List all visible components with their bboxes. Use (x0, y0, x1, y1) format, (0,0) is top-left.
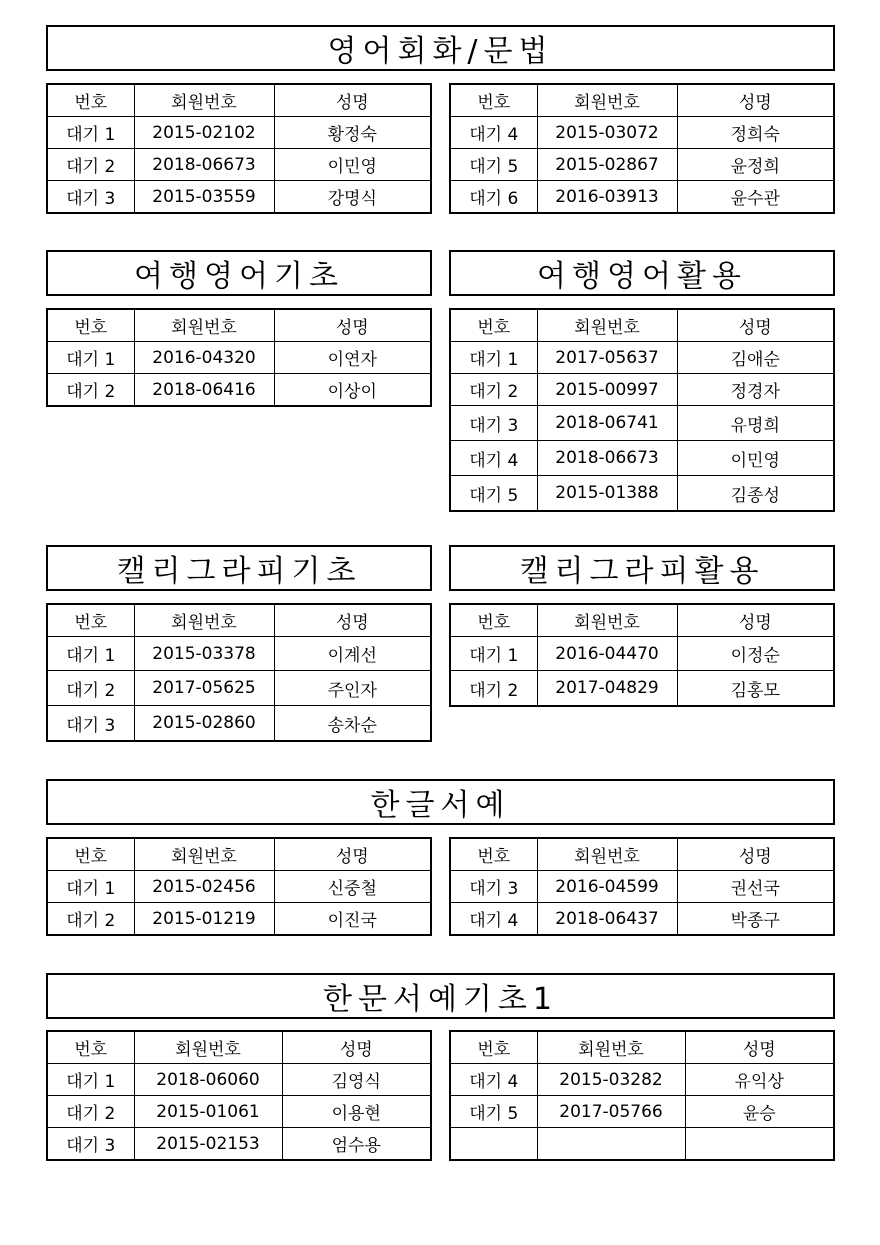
waitlist-table (449, 83, 835, 214)
header-member: 회원번호 (537, 838, 677, 871)
waitlist-table (46, 83, 432, 214)
table-row (450, 374, 834, 406)
table-row (450, 1096, 834, 1128)
table-row (47, 149, 431, 181)
cell-no: 대기 2 (47, 1096, 134, 1128)
header-name: 성명 (677, 84, 834, 117)
table-row (47, 342, 431, 374)
table-row (450, 149, 834, 181)
cell-no: 대기 5 (450, 149, 537, 181)
cell-no: 대기 2 (450, 671, 537, 707)
header-name: 성명 (274, 84, 431, 117)
cell-name: 이계선 (274, 637, 431, 671)
waitlist-table (449, 308, 835, 512)
header-no: 번호 (47, 838, 134, 871)
cell-no: 대기 5 (450, 1096, 537, 1128)
header-name: 성명 (677, 838, 834, 871)
waitlist-table (449, 603, 835, 707)
cell-name: 이용현 (282, 1096, 431, 1128)
cell-member: 2016-03913 (537, 181, 677, 214)
cell-no: 대기 5 (450, 476, 537, 512)
header-member: 회원번호 (134, 309, 274, 342)
header-no: 번호 (450, 309, 537, 342)
cell-member: 2015-03282 (537, 1064, 685, 1096)
cell-name: 박종구 (677, 903, 834, 936)
table-row (47, 374, 431, 407)
table-row (450, 476, 834, 512)
cell-no: 대기 2 (47, 671, 134, 706)
header-no: 번호 (47, 309, 134, 342)
cell-name: 김영식 (282, 1064, 431, 1096)
cell-member: 2018-06673 (537, 441, 677, 476)
header-no: 번호 (47, 604, 134, 637)
cell-no: 대기 3 (450, 406, 537, 441)
cell-member: 2017-05766 (537, 1096, 685, 1128)
cell-member: 2017-05625 (134, 671, 274, 706)
cell-member: 2015-03378 (134, 637, 274, 671)
cell-member: 2018-06673 (134, 149, 274, 181)
cell-no: 대기 2 (450, 374, 537, 406)
header-member: 회원번호 (134, 84, 274, 117)
waitlist-table (46, 603, 432, 742)
cell-name: 신중철 (274, 871, 431, 903)
cell-name: 윤수관 (677, 181, 834, 214)
cell-member: 2015-02867 (537, 149, 677, 181)
cell-name: 이정순 (677, 637, 834, 671)
cell-no: 대기 3 (47, 181, 134, 214)
header-member: 회원번호 (537, 1031, 685, 1064)
cell-name: 이진국 (274, 903, 431, 936)
header-member: 회원번호 (134, 1031, 282, 1064)
table-row (47, 903, 431, 936)
cell-no: 대기 1 (450, 637, 537, 671)
cell-name: 황정숙 (274, 117, 431, 149)
cell-no: 대기 1 (47, 637, 134, 671)
cell-member: 2016-04470 (537, 637, 677, 671)
header-member: 회원번호 (134, 838, 274, 871)
header-no: 번호 (47, 84, 134, 117)
header-no: 번호 (450, 838, 537, 871)
cell-member: 2015-01388 (537, 476, 677, 512)
table-row (47, 706, 431, 742)
cell-member: 2017-04829 (537, 671, 677, 707)
table-row (47, 117, 431, 149)
table-row (47, 1128, 431, 1161)
cell-no: 대기 3 (47, 706, 134, 742)
table-row (450, 441, 834, 476)
cell-no: 대기 1 (47, 117, 134, 149)
table-row (450, 117, 834, 149)
section-title-travel-english-applied: 여행영어활용 (449, 250, 835, 296)
table-row (450, 181, 834, 214)
header-name: 성명 (274, 838, 431, 871)
cell-no: 대기 1 (450, 342, 537, 374)
cell-name: 김애순 (677, 342, 834, 374)
section-title-travel-english-basic: 여행영어기초 (46, 250, 432, 296)
table-row (450, 342, 834, 374)
table-row (47, 1064, 431, 1096)
cell-name: 김홍모 (677, 671, 834, 707)
table-row (450, 1064, 834, 1096)
cell-no: 대기 1 (47, 342, 134, 374)
cell-no: 대기 3 (450, 871, 537, 903)
cell-name: 유익상 (685, 1064, 834, 1096)
table-row (47, 671, 431, 706)
cell-name: 엄수용 (282, 1128, 431, 1161)
cell-member: 2018-06416 (134, 374, 274, 407)
cell-name: 윤승 (685, 1096, 834, 1128)
table-row (47, 181, 431, 214)
table-row (450, 671, 834, 707)
waitlist-table (46, 308, 432, 407)
cell-member (537, 1128, 685, 1161)
cell-member: 2015-02102 (134, 117, 274, 149)
cell-member: 2015-00997 (537, 374, 677, 406)
header-name: 성명 (274, 309, 431, 342)
header-no: 번호 (450, 84, 537, 117)
cell-name: 유명희 (677, 406, 834, 441)
cell-member: 2015-02860 (134, 706, 274, 742)
header-name: 성명 (274, 604, 431, 637)
cell-name: 권선국 (677, 871, 834, 903)
cell-name: 윤정희 (677, 149, 834, 181)
cell-no: 대기 1 (47, 871, 134, 903)
cell-no (450, 1128, 537, 1161)
cell-member: 2015-03559 (134, 181, 274, 214)
header-member: 회원번호 (537, 604, 677, 637)
cell-member: 2015-01061 (134, 1096, 282, 1128)
cell-no: 대기 4 (450, 903, 537, 936)
cell-member: 2018-06060 (134, 1064, 282, 1096)
waitlist-table (46, 837, 432, 936)
header-no: 번호 (47, 1031, 134, 1064)
cell-member: 2015-02456 (134, 871, 274, 903)
cell-member: 2015-01219 (134, 903, 274, 936)
table-row (450, 637, 834, 671)
table-row-empty (450, 1128, 834, 1161)
cell-name: 이상이 (274, 374, 431, 407)
cell-member: 2016-04320 (134, 342, 274, 374)
header-name: 성명 (677, 309, 834, 342)
waitlist-table (449, 837, 835, 936)
cell-member: 2015-03072 (537, 117, 677, 149)
table-row (450, 871, 834, 903)
cell-no: 대기 2 (47, 374, 134, 407)
table-row (450, 903, 834, 936)
cell-name: 이연자 (274, 342, 431, 374)
header-name: 성명 (685, 1031, 834, 1064)
cell-no: 대기 2 (47, 149, 134, 181)
section-title-english-conversation: 영어회화/문법 (46, 25, 835, 71)
cell-member: 2015-02153 (134, 1128, 282, 1161)
cell-name: 송차순 (274, 706, 431, 742)
table-row (47, 871, 431, 903)
cell-no: 대기 4 (450, 1064, 537, 1096)
cell-name: 강명식 (274, 181, 431, 214)
cell-name: 이민영 (677, 441, 834, 476)
cell-name: 주인자 (274, 671, 431, 706)
cell-name: 김종성 (677, 476, 834, 512)
header-member: 회원번호 (537, 309, 677, 342)
header-name: 성명 (677, 604, 834, 637)
cell-member: 2018-06437 (537, 903, 677, 936)
section-title-hanja-calligraphy-basic: 한문서예기초1 (46, 973, 835, 1019)
cell-no: 대기 4 (450, 117, 537, 149)
section-title-calligraphy-applied: 캘리그라피활용 (449, 545, 835, 591)
cell-name: 이민영 (274, 149, 431, 181)
cell-member: 2018-06741 (537, 406, 677, 441)
cell-member: 2017-05637 (537, 342, 677, 374)
cell-no: 대기 6 (450, 181, 537, 214)
header-member: 회원번호 (537, 84, 677, 117)
cell-no: 대기 1 (47, 1064, 134, 1096)
header-no: 번호 (450, 1031, 537, 1064)
cell-no: 대기 2 (47, 903, 134, 936)
cell-name: 정희숙 (677, 117, 834, 149)
cell-no: 대기 3 (47, 1128, 134, 1161)
waitlist-table (46, 1030, 432, 1161)
table-row (47, 637, 431, 671)
cell-no: 대기 4 (450, 441, 537, 476)
header-member: 회원번호 (134, 604, 274, 637)
section-title-hangul-calligraphy: 한글서예 (46, 779, 835, 825)
table-row (450, 406, 834, 441)
table-row (47, 1096, 431, 1128)
section-title-calligraphy-basic: 캘리그라피기초 (46, 545, 432, 591)
cell-member: 2016-04599 (537, 871, 677, 903)
cell-name: 정경자 (677, 374, 834, 406)
waitlist-table (449, 1030, 835, 1161)
cell-name (685, 1128, 834, 1161)
header-name: 성명 (282, 1031, 431, 1064)
header-no: 번호 (450, 604, 537, 637)
